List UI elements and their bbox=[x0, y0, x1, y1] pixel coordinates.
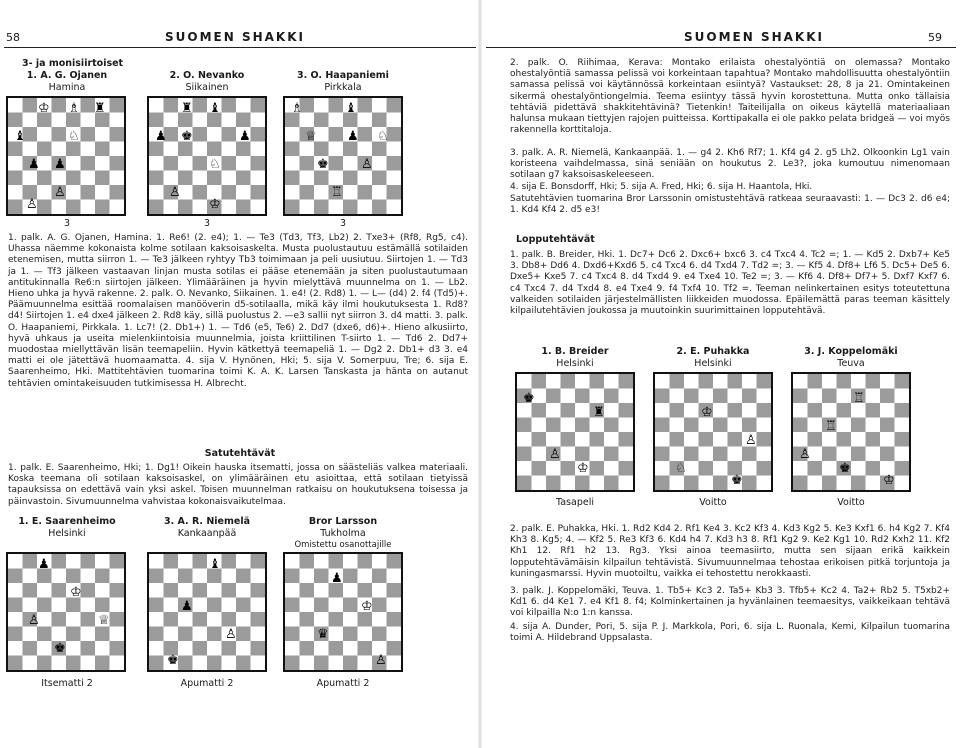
pawn-icon: ♟ bbox=[181, 599, 193, 614]
queen-icon: ♕ bbox=[98, 613, 110, 628]
pawn-icon: ♟ bbox=[239, 129, 251, 144]
solutions-text: 1. palk. A. G. Ojanen, Hamina. 1. Re6! (2. e4); 1. — Te3 (Td3, Tf3, Lb2) 2. Txe3+ (Rf8, Rg5, c4). Uhassa näemme kokonaista kolme sotilaan kaksoisaskelta. Musta puolustautuu estämällä sotilaiden etenemisen, mutta siirron 1. — Te3 jälkeen ryhtyy Tb3 toimimaan ja peli uusiutuu. Siirtojen 1. — Td3 ja 1. — Tf3 jälkeen vastaavan linjan musta sotilas ei pääse etenemään ja siten puolustautumaan antitukinnalla Re6:n siirtojen jälkeen. Ylimääräinen ja hyvin mielyttävä muunnelma on 1. — Lb2. Hieno uhka ja hyvä rakenne. 2. palk. O. Nevanko, Siikainen. 1. e4! (2. Rd8) 1. — L— (d4) 2. f4 (Td5)+. Päämuunnelma esittää roomalaisen manööverin d5-sotilaalla, mikä käy ilmi houkutuksesta 1. Rd8? d4! Siirtojen 1. e4 dxe4 jälkeen 2. Rd8 käy, sillä puolustus 2. —e3 sallii nyt siirron 3. d4 matti. 3. palk. O. Haapaniemi, Pirkkala. 1. Lc7! (2. Db1+) 1. — Td6 (e5, Te6) 2. Dd7 (dxe6, d6)+. Hieno alkusiirto, hyvä uhkaus ja useita mielenkiintoisia muunnelmia, joista kriittilinen T-siirto 1. — Td6 2. Dd7+ muodostaa miellyttävän lisän teemapeliin. Hyvin kätkettyä teemapeliä 1. — Dg2 2. Db1+ d3 3. e4 matti ei ole jätettävä huomaamatta. 4. sija V. Hynönen, Hki; 5. sija V. Somerpuu, Tre; 6. sija E. Saarenheimo, Hki. Mattitehtävien tuomarina toimi K. A. K. Larsen Tanskasta ja hänta on autanut tehtävien omintakeisuuden tutkimisessa H. Albrecht. bbox=[8, 233, 468, 389]
problem-name: 3. J. Koppelomäki bbox=[804, 346, 898, 357]
problem-place: Helsinki bbox=[556, 358, 594, 369]
chess-diagram bbox=[147, 96, 267, 216]
pawn-icon: ♙ bbox=[799, 447, 811, 462]
queen-icon: ♛ bbox=[317, 627, 329, 642]
problem-name: 2. E. Puhakka bbox=[676, 346, 750, 357]
dedication: Omistettu osanottajille bbox=[294, 540, 392, 550]
king-icon: ♔ bbox=[361, 599, 373, 614]
problem-caption: 3 bbox=[339, 218, 347, 229]
knight-icon: ♘ bbox=[68, 129, 80, 144]
king-icon: ♔ bbox=[38, 101, 50, 116]
problem-caption: Voitto bbox=[837, 497, 865, 508]
pawn-icon: ♙ bbox=[361, 157, 373, 172]
running-header-left: SUOMEN SHAKKI bbox=[165, 30, 305, 44]
problem-caption: Voitto bbox=[699, 497, 727, 508]
king-icon: ♔ bbox=[701, 405, 713, 420]
king-icon: ♚ bbox=[839, 461, 851, 476]
queen-icon: ♕ bbox=[305, 129, 317, 144]
bishop-icon: ♗ bbox=[68, 101, 80, 116]
king-icon: ♚ bbox=[167, 653, 179, 668]
pawn-icon: ♙ bbox=[28, 613, 40, 628]
king-icon: ♚ bbox=[523, 391, 535, 406]
chess-diagram bbox=[147, 552, 267, 672]
problem-place: Hamina bbox=[48, 82, 86, 93]
bishop-icon: ♝ bbox=[345, 101, 357, 116]
chess-diagram bbox=[6, 96, 126, 216]
tail-text: 2. palk. E. Puhakka, Hki. 1. Rd2 Kd4 2. Rf1 Ke4 3. Kc2 Kf3 4. Kd3 Kg2 5. Ke3 Kxf1 6. h4 Kg2 7. Kf4 Kh3 8. Kg5; 4. — Kf2 5. Re3 Kf3 6. Kd4 h4 7. Kd3 h3 8. Rf1 Kg2 9. Ke2 Kg1 10. Rd2 Kxh2 11. Kf2 Kh1 12. Rf1 h2 13. Rg3. Yksi ainoa teemasiirto, mutta sen sijaan erikä kaikkein lopputehtävämäisin kilpailun tehtävistä. Sivumuunnelmaa tehostaa erikoisen pitkä torjuntoja ja kuningasmarssi. Hyvin muotoiltu, vaikka ei tehostettu nerokkaasti. bbox=[510, 524, 950, 579]
problem-place: Teuva bbox=[837, 358, 865, 369]
pawn-icon: ♟ bbox=[54, 157, 66, 172]
running-header-right: SUOMEN SHAKKI bbox=[684, 30, 824, 44]
knight-icon: ♘ bbox=[675, 461, 687, 476]
paragraph-larsson: Satutehtävien tuomarina Bror Larssonin omistustehtävä ratkeaa seuraavasti: 1. — Dc3 2. d6 e4; 1. Kd4 Kf4 2. d5 e3! bbox=[510, 194, 950, 216]
problem-caption: Tasapeli bbox=[556, 497, 594, 508]
chess-diagram bbox=[283, 96, 403, 216]
page-number-right: 59 bbox=[928, 31, 942, 44]
chess-diagram bbox=[515, 372, 635, 492]
king-icon: ♔ bbox=[577, 461, 589, 476]
paragraph-niemela: 3. palk. A. R. Niemelä, Kankaanpää. 1. — g4 2. Kh6 Rf7; 1. Kf4 g4 2. g5 Lh2. Olkoonkin Lg1 vain koristeena vaihdelmassa, sinä seniään on houkutus 2. Le3?, joka kumoutuu nimenomaan sotilaan g7 kaksoisaskeleeseen. bbox=[510, 148, 950, 181]
problem-name: 1. A. G. Ojanen bbox=[26, 70, 108, 81]
lopu-text: 1. palk. B. Breider, Hki. 1. Dc7+ Dc6 2. Dxc6+ bxc6 3. c4 Txc4 4. Tc2 =; 1. — Kd5 2. Dxb7+ Ke5 3. Db8+ Dd6 4. Dxd6+Kxd6 5. c4 Txc4 6. d4 Txd4 7. Td2 =; 3. — Kf5 4. Df8+ Lf6 5. Dc5+ De5 6. Dxe5+ Kxe5 7. c4 Txc4 8. d4 Txd4 9. e4 Txe4 10. Te2 =; 3. — Kf6 4. Df8+ Df7+ 5. Dxf7 Kxf7 6. c4 Txc4 7. d4 Txd4 8. e4 Txe4 9. f4 Txf4 10. Tf2 =. Teeman nelinkertainen esitys toteutettuna valkeiden sotilaiden järjestelmällisten liikkeiden muodossa. Epäilemättä paras teeman käsittely kilpailutehtävien joukossa ja muutoinkin suurimittainen lopputehtävä. bbox=[510, 250, 950, 317]
problem-place: Helsinki bbox=[48, 528, 86, 539]
problem-caption: 3 bbox=[203, 218, 211, 229]
problem-name: 1. B. Breider bbox=[541, 346, 609, 357]
pawn-icon: ♙ bbox=[169, 185, 181, 200]
chess-diagram bbox=[283, 552, 403, 672]
problem-place: Helsinki bbox=[694, 358, 732, 369]
pawn-icon: ♙ bbox=[549, 447, 561, 462]
king-icon: ♔ bbox=[209, 197, 221, 212]
king-icon: ♔ bbox=[883, 473, 895, 488]
bishop-icon: ♝ bbox=[209, 101, 221, 116]
problem-place: Kankaanpää bbox=[177, 528, 237, 539]
chess-diagram bbox=[791, 372, 911, 492]
pawn-icon: ♟ bbox=[38, 557, 50, 572]
satu-text: 1. palk. E. Saarenheimo, Hki; 1. Dg1! Oikein hauska itsematti, jossa on säästeliäs valkea materiaali. Koska teemana oli sotilaan kaksoisaskel, on ylimääräinen etu asioittaa, että sotilaan tietyissä tapauksissa on edettävä vain yksi askel. Toisen muunnelman ratkaisu on houkutuksena toisessa ja päinvastoin. Sivumuunnelma vahvistaa kokonaisvaikutelmaa. bbox=[8, 463, 468, 507]
problem-caption: Apumatti 2 bbox=[316, 678, 370, 689]
king-icon: ♔ bbox=[70, 585, 82, 600]
subheading-lopputehtavat: Lopputehtävät bbox=[516, 234, 595, 245]
rook-icon: ♖ bbox=[331, 185, 343, 200]
problem-name: Bror Larsson bbox=[308, 516, 378, 527]
pawn-icon: ♙ bbox=[745, 433, 757, 448]
pawn-icon: ♟ bbox=[28, 157, 40, 172]
problem-name: 1. E. Saarenheimo bbox=[18, 516, 116, 527]
chess-diagram bbox=[6, 552, 126, 672]
header-rule-left bbox=[4, 47, 476, 48]
page-number-left: 58 bbox=[6, 31, 20, 44]
king-icon: ♚ bbox=[317, 157, 329, 172]
bishop-icon: ♝ bbox=[14, 129, 26, 144]
rook-icon: ♜ bbox=[181, 101, 193, 116]
pawn-icon: ♙ bbox=[225, 627, 237, 642]
bishop-icon: ♗ bbox=[291, 101, 303, 116]
king-icon: ♚ bbox=[731, 473, 743, 488]
problem-place: Pirkkala bbox=[324, 82, 362, 93]
knight-icon: ♘ bbox=[209, 157, 221, 172]
pawn-icon: ♟ bbox=[347, 129, 359, 144]
subheading-satutehtavat: Satutehtävät bbox=[204, 448, 276, 459]
problem-name: 3. A. R. Niemelä bbox=[163, 516, 251, 527]
king-icon: ♚ bbox=[181, 129, 193, 144]
tail-text-koppelomaki: 3. palk. J. Koppelomäki, Teuva. 1. Tb5+ Kc3 2. Ta5+ Kb3 3. Tfb5+ Kc2 4. Ta2+ Rb2 5. T5xb2+ Kd1 6. d4 Ke1 7. e4 Kf1 8. f4; Kolminkertainen ja hyvänlainen teemaesitys, vaikkeikaan tehtävä voi kilpailla N:o 1:n kanssa. bbox=[510, 586, 950, 619]
problem-name: 3. O. Haapaniemi bbox=[297, 70, 389, 81]
pawn-icon: ♟ bbox=[331, 571, 343, 586]
rook-icon: ♜ bbox=[593, 405, 605, 420]
knight-icon: ♘ bbox=[377, 129, 389, 144]
pawn-icon: ♙ bbox=[26, 197, 38, 212]
problem-caption: 3 bbox=[63, 218, 71, 229]
chess-diagram bbox=[653, 372, 773, 492]
rook-icon: ♖ bbox=[853, 391, 865, 406]
paragraph-sijat: 4. sija E. Bonsdorff, Hki; 5. sija A. Fred, Hki; 6. sija H. Haantola, Hki. bbox=[510, 182, 813, 192]
problem-place: Siikainen bbox=[185, 82, 229, 93]
rook-icon: ♜ bbox=[94, 101, 106, 116]
section-title: 3- ja monisiirtoiset bbox=[22, 58, 124, 69]
problem-place: Tukholma bbox=[320, 528, 366, 539]
problem-caption: Apumatti 2 bbox=[180, 678, 234, 689]
rook-icon: ♖ bbox=[825, 419, 837, 434]
tail-text-sijat: 4. sija A. Dunder, Pori, 5. sija P. J. Markkola, Pori, 6. sija L. Ruonala, Kemi, Kilpailun tuomarina toimi A. Hildebrand Uppsalasta. bbox=[510, 622, 950, 644]
intro-text: 2. palk. O. Riihimaa, Kerava: Montako erilaista ohestalyöntiä on olemassa? Montako ohestalyöntiä samassa pelissä voi korkeintaan tapahtua? Montako mahdollisuutta ohestalyöntiin samassa pelissä voi käytännössä korkeintaan esiintyä? Vastaukset: 28, 8 ja 21. Omintakeinen sikermä ohestalyöntiongelmia. Teema esiintyy tässä hyvin korostettuna. Mutta onko tällaisia tehtäviä pidettävä shakkitehtävinä? Tietenkin! Taiteilijalla on oikeus käytellä materiaaliaan halunsa mukaan tiettyjen rajojen puitteissa. Korttipakalla ei ole pakko pelata bridgeä — voi myös rakennella korttitaloja. bbox=[510, 58, 950, 136]
right-page bbox=[480, 0, 960, 748]
pawn-icon: ♟ bbox=[155, 129, 167, 144]
pawn-icon: ♙ bbox=[375, 653, 387, 668]
bishop-icon: ♝ bbox=[209, 557, 221, 572]
pawn-icon: ♙ bbox=[54, 185, 66, 200]
problem-name: 2. O. Nevanko bbox=[169, 70, 245, 81]
header-rule-right bbox=[486, 47, 956, 48]
problem-caption: Itsematti 2 bbox=[41, 678, 93, 689]
king-icon: ♚ bbox=[54, 641, 66, 656]
